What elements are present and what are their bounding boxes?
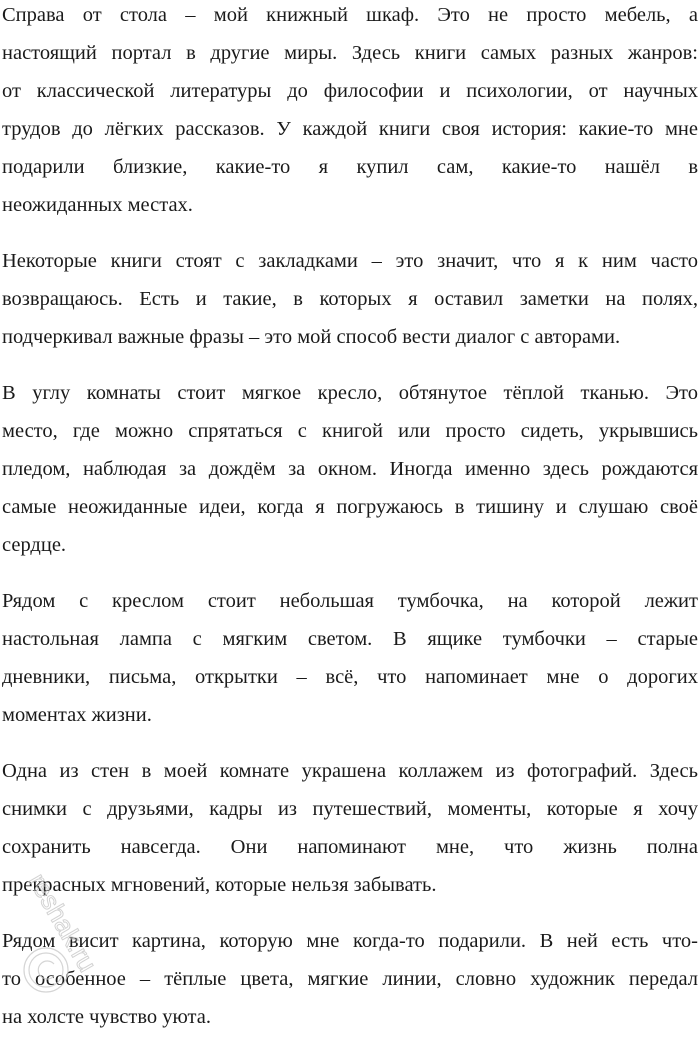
paragraph-armchair [2, 378, 698, 568]
text-line: на холсте чувство уюта. [2, 1006, 211, 1028]
text-line: подчеркивал важные фразы – это мой способ вести диалог с авторами. [2, 326, 621, 348]
paragraph-bookmarks [2, 246, 698, 360]
text-line: настоящий портал в другие миры. Здесь книги самых разных жанров: [2, 42, 698, 64]
text-line: настольная лампа с мягким светом. В ящике тумбочки – старые [2, 628, 698, 650]
text-line: неожиданных местах. [2, 194, 193, 216]
text-line: моментах жизни. [2, 704, 152, 726]
paragraph-spacer [2, 360, 698, 378]
text-line: дневники, письма, открытки – всё, что напоминает мне о дорогих [2, 666, 698, 688]
paragraph-spacer [2, 568, 698, 586]
text-line: прекрасных мгновений, которые нельзя забывать. [2, 874, 437, 896]
text-line: то особенное – тёплые цвета, мягкие линии, словно художник передал [2, 968, 698, 990]
paragraph-spacer [2, 908, 698, 926]
paragraph-spacer [2, 228, 698, 246]
text-line: В углу комнаты стоит мягкое кресло, обтянутое тёплой тканью. Это [2, 382, 698, 404]
text-line: подарили близкие, какие-то я купил сам, какие-то нашёл в [2, 156, 698, 178]
text-line: трудов до лёгких рассказов. У каждой книги своя история: какие-то мне [2, 118, 698, 140]
paragraph-photo-collage [2, 756, 698, 908]
paragraph-bookshelf [2, 0, 698, 228]
paragraph-nightstand [2, 586, 698, 738]
text-line: сердце. [2, 534, 67, 556]
text-line: Некоторые книги стоят с закладками – это значит, что я к ним часто [2, 250, 698, 272]
text-line: от классической литературы до философии и психологии, от научных [2, 80, 698, 102]
text-line: сохранить навсегда. Они напоминают мне, что жизнь полна [2, 836, 698, 858]
text-line: Рядом висит картина, которую мне когда-то подарили. В ней есть что- [2, 930, 698, 952]
text-line: Справа от стола – мой книжный шкаф. Это не просто мебель, а [2, 4, 698, 26]
text-line: пледом, наблюдая за дождём за окном. Иногда именно здесь рождаются [2, 458, 698, 480]
text-line: возвращаюсь. Есть и такие, в которых я оставил заметки на полях, [2, 288, 698, 310]
text-line: снимки с друзьями, кадры из путешествий, моменты, которые я хочу [2, 798, 698, 820]
text-line: самые неожиданные идеи, когда я погружаюсь в тишину и слушаю своё [2, 496, 698, 518]
text-line: место, где можно спрятаться с книгой или просто сидеть, укрывшись [2, 420, 698, 442]
text-line: Рядом с креслом стоит небольшая тумбочка, на которой лежит [2, 590, 698, 612]
text-line: Одна из стен в моей комнате украшена коллажем из фотографий. Здесь [2, 760, 698, 782]
document-body [2, 0, 698, 1040]
paragraph-spacer [2, 738, 698, 756]
watermark-text: reshak.ru [22, 868, 103, 977]
